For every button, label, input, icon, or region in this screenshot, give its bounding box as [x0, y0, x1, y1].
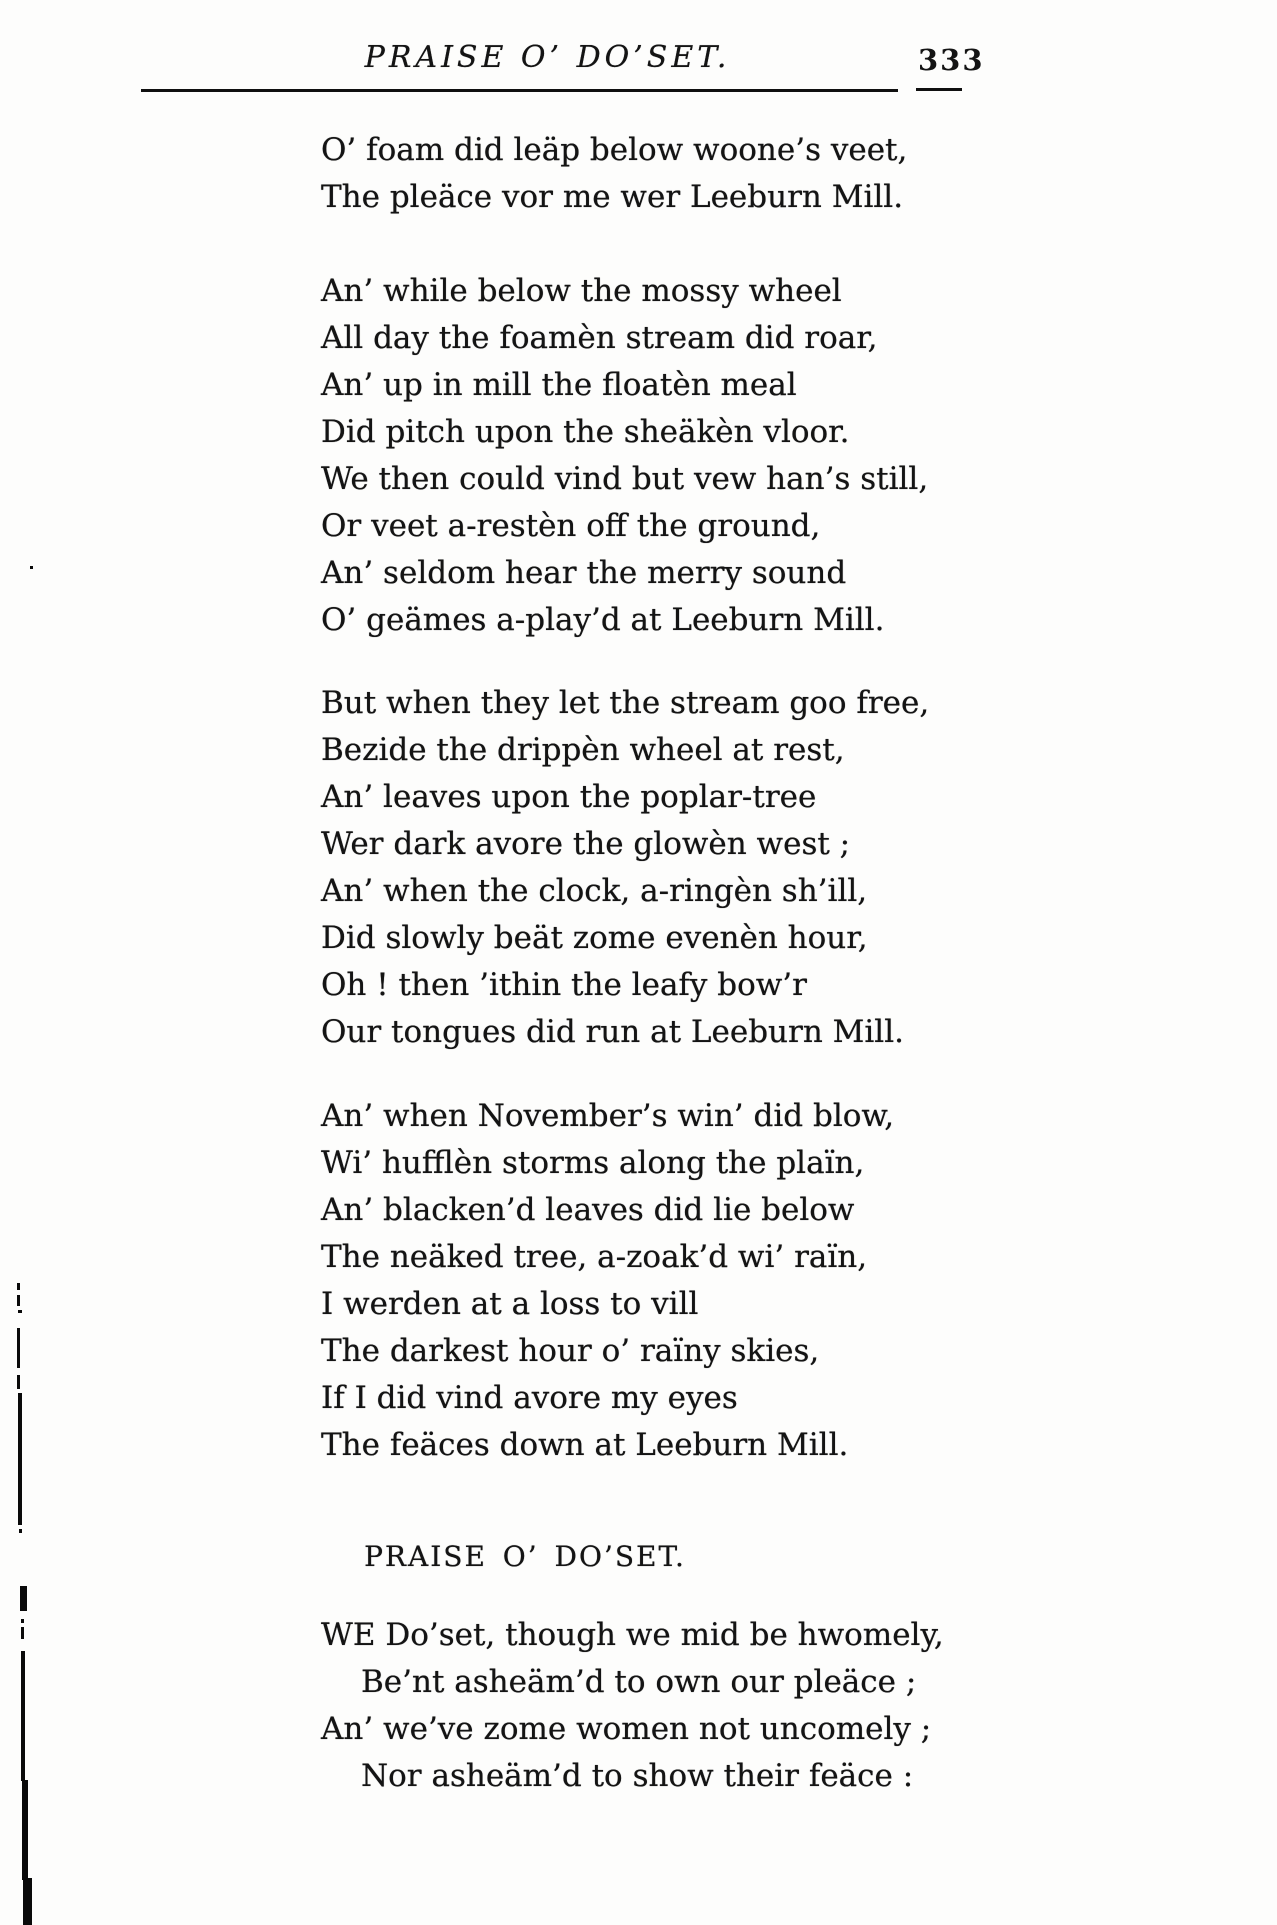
poem-line: I werden at a loss to vill: [321, 1286, 699, 1322]
page-number: 333: [918, 43, 985, 77]
header-rule-dash: [916, 88, 962, 91]
poem-line: An’ we’ve zome women not uncomely ;: [321, 1711, 932, 1747]
poem-line: Or veet a-restèn off the ground,: [321, 508, 821, 544]
stanza-3: [321, 680, 929, 1056]
poem-line: If I did vind avore my eyes: [321, 1380, 738, 1416]
poem-line: The neäked tree, a-zoak’d wi’ raïn,: [321, 1239, 868, 1275]
scan-artifact: [23, 1878, 32, 1925]
running-header-title: PRAISE O’ DO’SET.: [364, 40, 731, 75]
scan-artifact: [30, 566, 33, 569]
scan-artifact: [18, 1393, 22, 1525]
poem-line: The feäces down at Leeburn Mill.: [321, 1427, 849, 1463]
poem-line: An’ when November’s win’ did blow,: [321, 1098, 895, 1134]
poem-line: All day the foamèn stream did roar,: [321, 320, 878, 356]
poem-line: O’ geämes a-play’d at Leeburn Mill.: [321, 602, 885, 638]
running-header: [140, 40, 1000, 84]
scan-artifact: [17, 1295, 20, 1306]
scan-artifact: [21, 1651, 25, 1781]
stanza-2: [321, 268, 928, 644]
poem-line: An’ when the clock, a-ringèn sh’ill,: [321, 873, 868, 909]
poem-line: Be’nt asheäm’d to own our pleäce ;: [361, 1664, 917, 1700]
poem-line: Bezide the drippèn wheel at rest,: [321, 732, 845, 768]
poem-line: An’ up in mill the floatèn meal: [321, 367, 797, 403]
poem-line: WE Do’set, though we mid be hwomely,: [321, 1617, 944, 1653]
header-rule: [141, 89, 898, 92]
poem-line: Did slowly beät zome evenèn hour,: [321, 920, 868, 956]
poem-line: O’ foam did leäp below woone’s veet,: [321, 132, 908, 168]
scan-artifact: [17, 1375, 20, 1389]
poem-line: Nor asheäm’d to show their feäce :: [361, 1758, 914, 1794]
poem-line: Wer dark avore the glowèn west ;: [321, 826, 851, 862]
scan-artifact: [17, 1328, 20, 1368]
scan-artifact: [21, 1619, 24, 1623]
poem-line: Oh ! then ’ithin the leafy bow’r: [321, 967, 807, 1003]
poem-line: An’ while below the mossy wheel: [321, 273, 842, 309]
poem-line: Our tongues did run at Leeburn Mill.: [321, 1014, 904, 1050]
scan-artifact: [19, 1529, 22, 1533]
poem-line: An’ seldom hear the merry sound: [321, 555, 847, 591]
scan-artifact: [17, 1283, 20, 1290]
stanza-4: [321, 1093, 894, 1469]
poem-line: An’ blacken’d leaves did lie below: [321, 1192, 855, 1228]
poem-line: Did pitch upon the sheäkèn vloor.: [321, 414, 850, 450]
poem-line: Wi’ hufflèn storms along the plaïn,: [321, 1145, 865, 1181]
scan-artifact: [21, 1627, 24, 1639]
scan-artifact: [20, 1586, 27, 1611]
stanza-5: [321, 1612, 944, 1800]
poem-line: The pleäce vor me wer Leeburn Mill.: [321, 179, 904, 215]
poem-line: An’ leaves upon the poplar-tree: [321, 779, 817, 815]
poem-line: The darkest hour o’ raïny skies,: [321, 1333, 820, 1369]
scan-artifact: [18, 1310, 22, 1313]
poem-line: We then could vind but vew han’s still,: [321, 461, 929, 497]
poem-title-praise-o-doset: PRAISE O’ DO’SET.: [364, 1540, 686, 1573]
stanza-1: [321, 127, 907, 221]
poem-line: But when they let the stream goo free,: [321, 685, 930, 721]
scan-artifact: [22, 1780, 28, 1880]
